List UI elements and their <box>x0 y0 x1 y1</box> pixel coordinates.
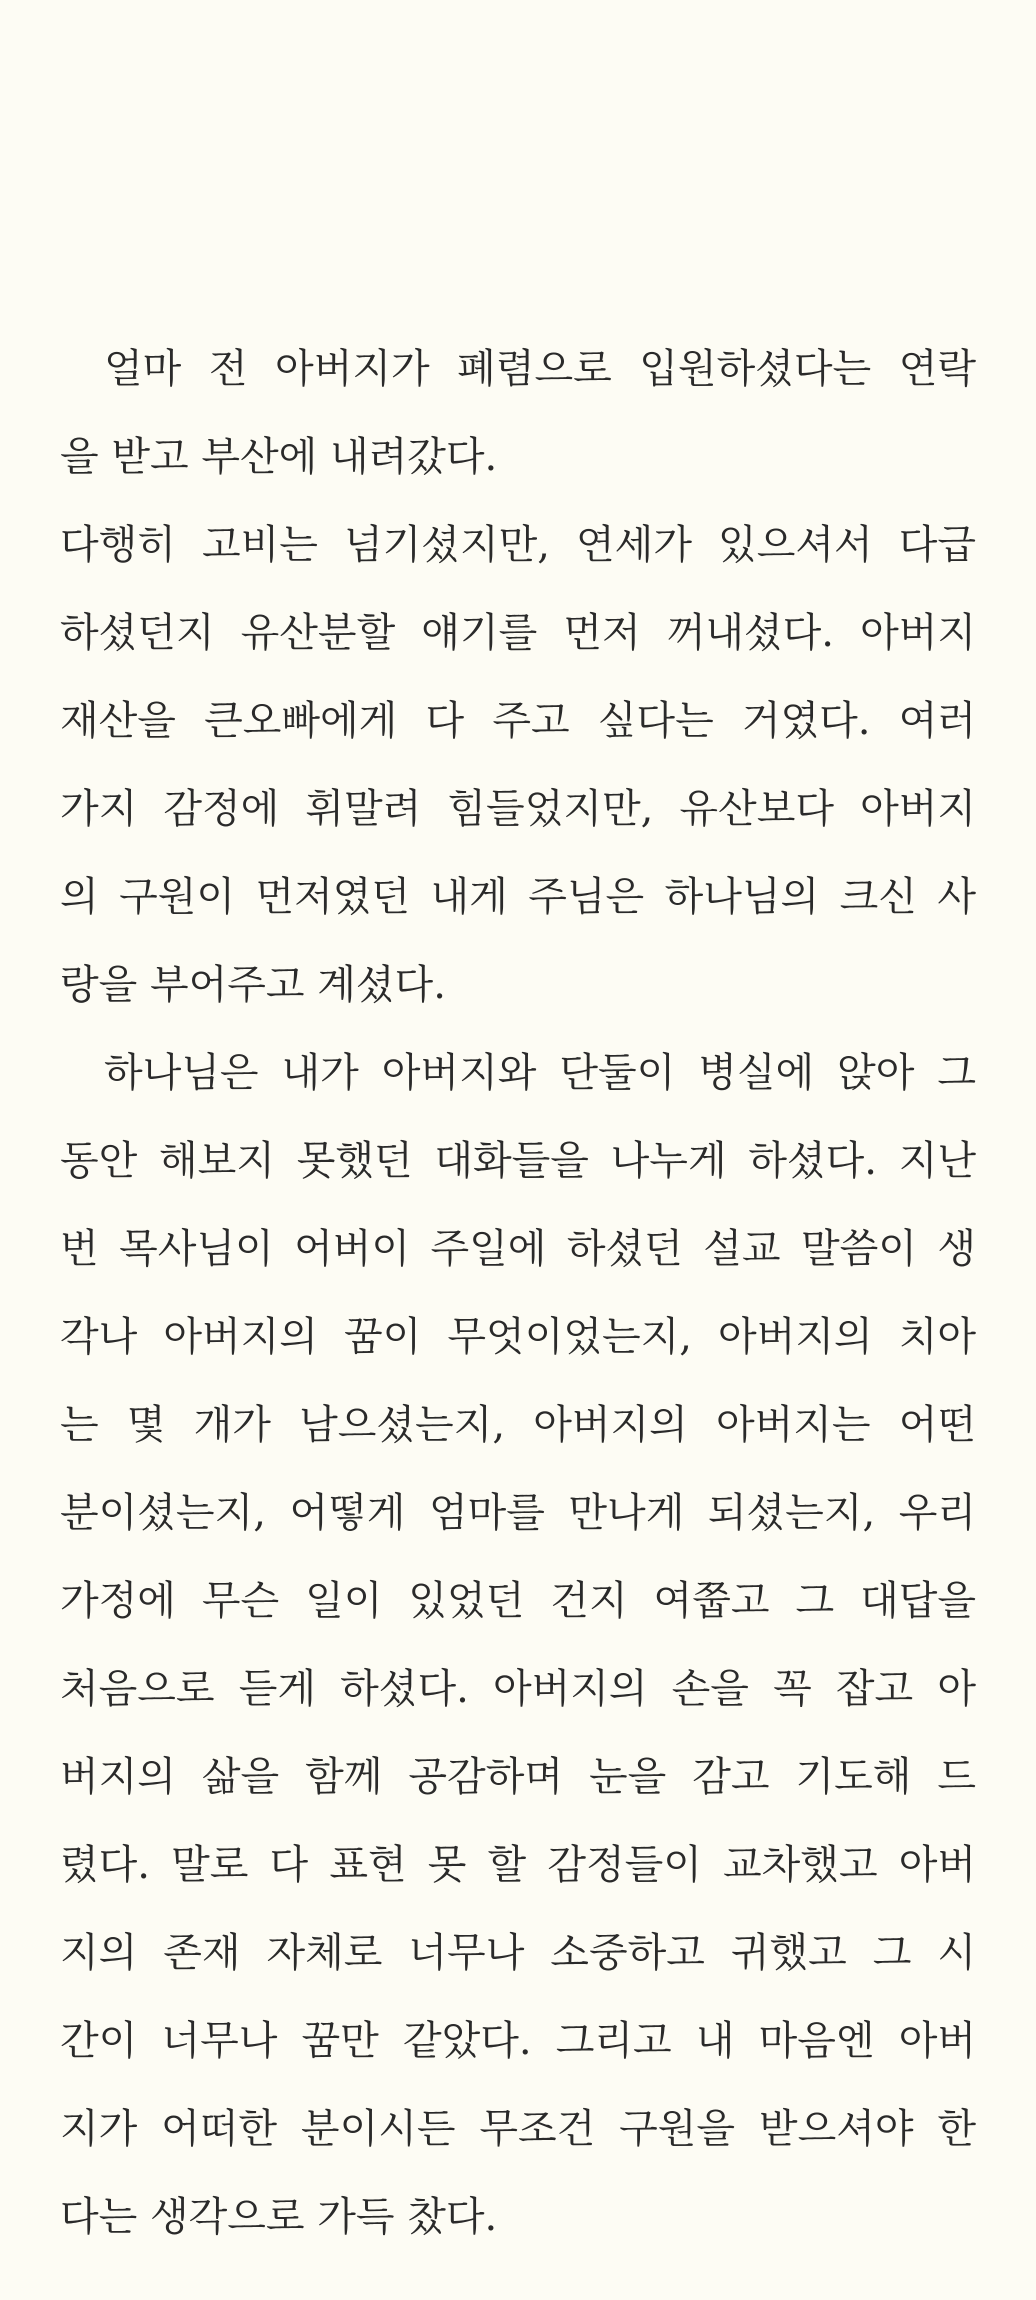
text-line: 간이 너무나 꿈만 같았다. 그리고 내 마음엔 아버 <box>60 2018 976 2064</box>
text-line: 분이셨는지, 어떻게 엄마를 만나게 되셨는지, 우리 <box>60 1490 976 1536</box>
text-line: 처음으로 듣게 하셨다. 아버지의 손을 꼭 잡고 아 <box>60 1666 976 1712</box>
text-line: 버지의 삶을 함께 공감하며 눈을 감고 기도해 드 <box>60 1754 976 1800</box>
text-line: 다는 생각으로 가득 찼다. <box>60 2194 498 2240</box>
text-line: 의 구원이 먼저였던 내게 주님은 하나님의 크신 사 <box>60 874 976 920</box>
text-line: 재산을 큰오빠에게 다 주고 싶다는 거였다. 여러 <box>60 698 976 744</box>
text-line: 는 몇 개가 남으셨는지, 아버지의 아버지는 어떤 <box>60 1402 976 1448</box>
text-line: 을 받고 부산에 내려갔다. <box>60 434 498 480</box>
text-line: 다행히 고비는 넘기셨지만, 연세가 있으셔서 다급 <box>60 522 976 568</box>
text-line: 동안 해보지 못했던 대화들을 나누게 하셨다. 지난 <box>60 1138 976 1184</box>
text-line: 하나님은 내가 아버지와 단둘이 병실에 앉아 그 <box>104 1050 976 1096</box>
text-line: 가정에 무슨 일이 있었던 건지 여쭙고 그 대답을 <box>60 1578 976 1624</box>
text-line: 렸다. 말로 다 표현 못 할 감정들이 교차했고 아버 <box>60 1842 976 1888</box>
text-line: 각나 아버지의 꿈이 무엇이었는지, 아버지의 치아 <box>60 1314 976 1360</box>
body-text <box>60 346 976 2285</box>
text-line: 얼마 전 아버지가 폐렴으로 입원하셨다는 연락 <box>104 346 976 392</box>
text-line: 하셨던지 유산분할 얘기를 먼저 꺼내셨다. 아버지 <box>60 610 976 656</box>
text-line: 가지 감정에 휘말려 힘들었지만, 유산보다 아버지 <box>60 786 976 832</box>
text-line: 지가 어떠한 분이시든 무조건 구원을 받으셔야 한 <box>60 2106 976 2152</box>
text-line: 랑을 부어주고 계셨다. <box>60 962 446 1008</box>
text-line: 번 목사님이 어버이 주일에 하셨던 설교 말씀이 생 <box>60 1226 976 1272</box>
text-line: 지의 존재 자체로 너무나 소중하고 귀했고 그 시 <box>60 1930 976 1976</box>
